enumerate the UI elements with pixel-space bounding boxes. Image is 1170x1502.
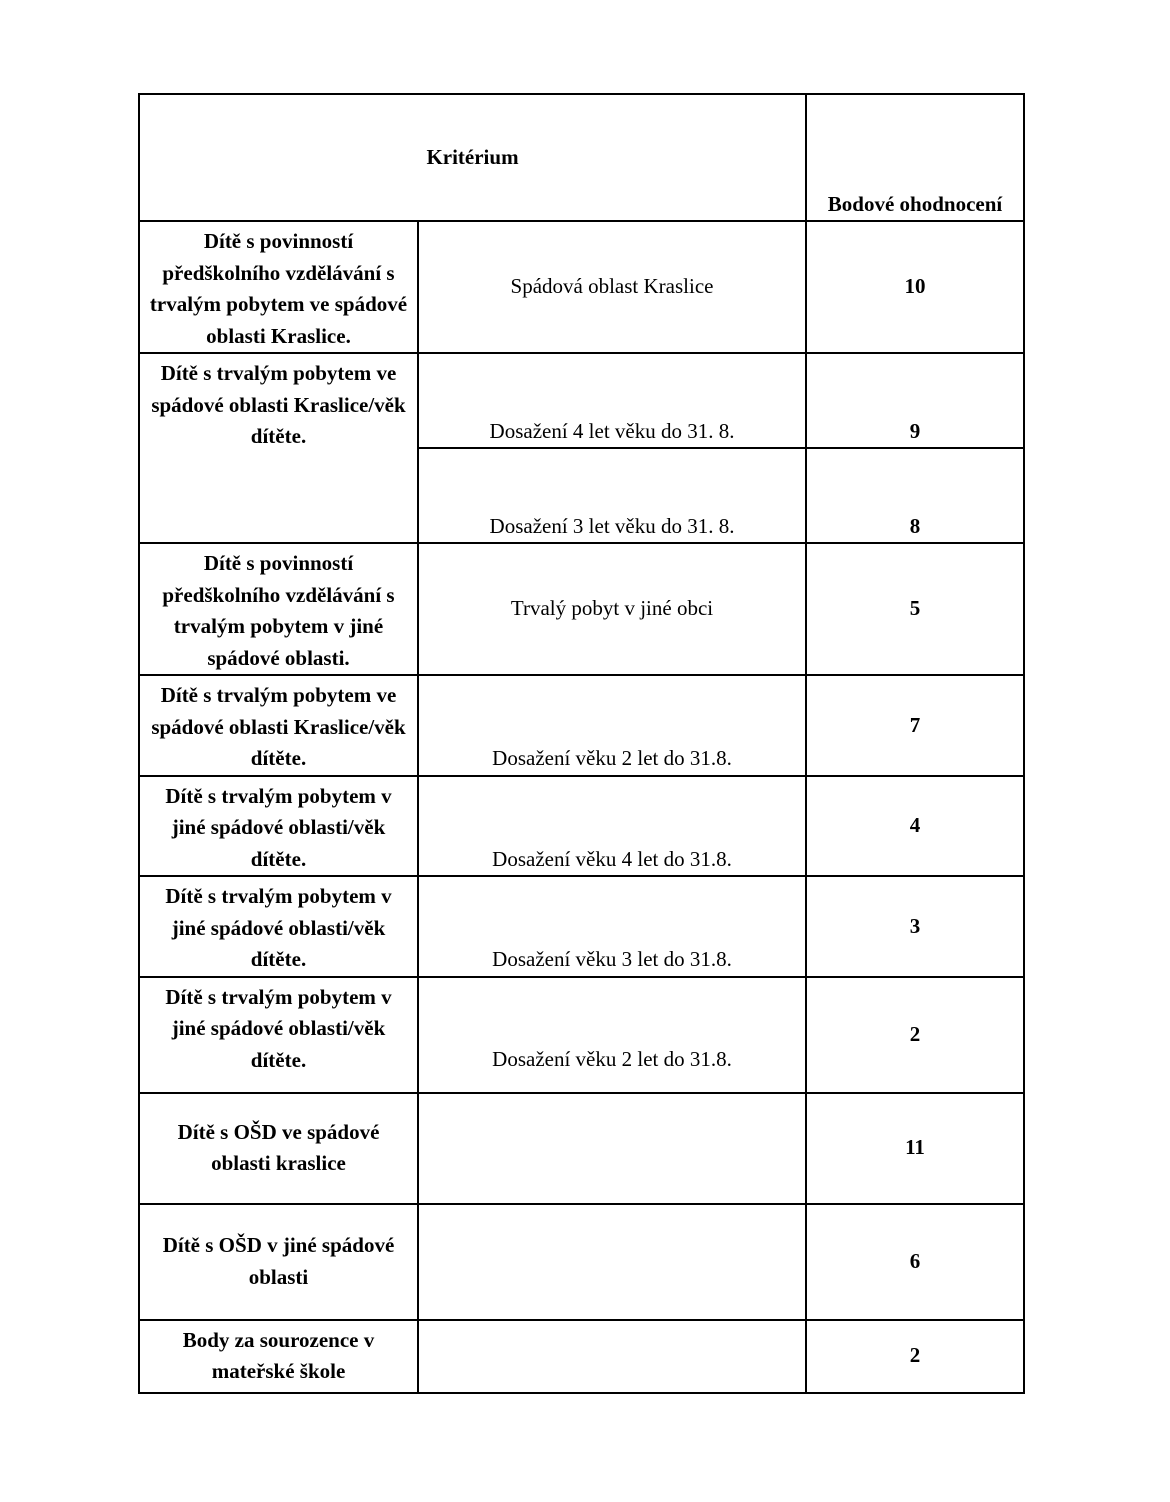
points-value: 4 bbox=[806, 776, 1024, 877]
points-value: 7 bbox=[806, 675, 1024, 776]
points-value: 2 bbox=[806, 1320, 1024, 1393]
criteria-table bbox=[138, 93, 1025, 1394]
criterion-detail bbox=[418, 1204, 806, 1320]
criterion-label: Dítě s trvalým pobytem v jiné spádové oblasti/věk dítěte. bbox=[139, 776, 418, 877]
criterion-detail: Spádová oblast Kraslice bbox=[418, 221, 806, 353]
criterion-detail: Dosažení věku 4 let do 31.8. bbox=[418, 776, 806, 877]
criterion-detail bbox=[418, 1093, 806, 1204]
criterion-label: Dítě s povinností předškolního vzdělávání s trvalým pobytem ve spádové oblasti Kraslice. bbox=[139, 221, 418, 353]
table-row bbox=[139, 543, 1024, 675]
criterion-label: Dítě s trvalým pobytem v jiné spádové oblasti/věk dítěte. bbox=[139, 876, 418, 977]
criterion-label: Body za sourozence v mateřské škole bbox=[139, 1320, 418, 1393]
criterion-detail: Dosažení 3 let věku do 31. 8. bbox=[418, 448, 806, 543]
header-criterion: Kritérium bbox=[139, 94, 806, 221]
table-row bbox=[139, 977, 1024, 1093]
criterion-detail: Dosažení věku 2 let do 31.8. bbox=[418, 977, 806, 1093]
header-row bbox=[139, 94, 1024, 221]
criterion-label: Dítě s trvalým pobytem v jiné spádové oblasti/věk dítěte. bbox=[139, 977, 418, 1093]
criterion-label: Dítě s trvalým pobytem ve spádové oblasti Kraslice/věk dítěte. bbox=[139, 353, 418, 543]
table-row bbox=[139, 876, 1024, 977]
header-points: Bodové ohodnocení bbox=[806, 94, 1024, 221]
table-row bbox=[139, 1204, 1024, 1320]
criterion-label: Dítě s OŠD v jiné spádové oblasti bbox=[139, 1204, 418, 1320]
points-value: 9 bbox=[806, 353, 1024, 448]
points-value: 3 bbox=[806, 876, 1024, 977]
points-value: 11 bbox=[806, 1093, 1024, 1204]
criterion-detail: Dosažení věku 2 let do 31.8. bbox=[418, 675, 806, 776]
criterion-detail: Dosažení 4 let věku do 31. 8. bbox=[418, 353, 806, 448]
points-value: 8 bbox=[806, 448, 1024, 543]
criterion-detail bbox=[418, 1320, 806, 1393]
criterion-label: Dítě s povinností předškolního vzdělávání s trvalým pobytem v jiné spádové oblasti. bbox=[139, 543, 418, 675]
criterion-detail: Trvalý pobyt v jiné obci bbox=[418, 543, 806, 675]
criterion-label: Dítě s OŠD ve spádové oblasti kraslice bbox=[139, 1093, 418, 1204]
table-row bbox=[139, 675, 1024, 776]
table-row bbox=[139, 1093, 1024, 1204]
points-value: 2 bbox=[806, 977, 1024, 1093]
table-row bbox=[139, 353, 1024, 448]
criterion-label: Dítě s trvalým pobytem ve spádové oblasti Kraslice/věk dítěte. bbox=[139, 675, 418, 776]
table-row bbox=[139, 221, 1024, 353]
points-value: 6 bbox=[806, 1204, 1024, 1320]
table-row bbox=[139, 1320, 1024, 1393]
criterion-detail: Dosažení věku 3 let do 31.8. bbox=[418, 876, 806, 977]
points-value: 5 bbox=[806, 543, 1024, 675]
points-value: 10 bbox=[806, 221, 1024, 353]
table-row bbox=[139, 776, 1024, 877]
